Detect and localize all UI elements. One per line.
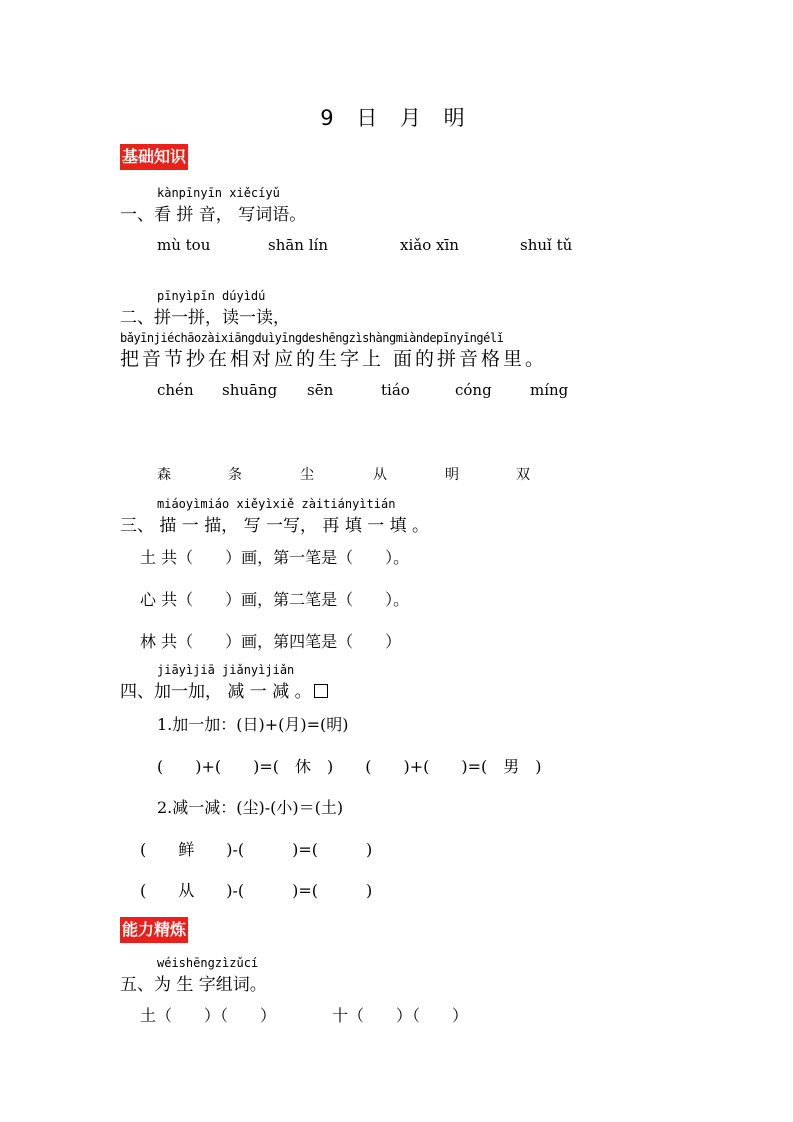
q5-line: 土（ ）（ ） 十（ ）（ ） [140,1006,469,1025]
q2-instruction: 把音节抄在相对应的生字上 面的拼音格里。 [120,348,548,370]
q2-char-3: 尘 [300,467,314,483]
q3-line-3: 林 共（ ）画，第四笔是（ ） [140,632,402,651]
q2-pinyin: pīnyìpīn dúyìdú [157,289,266,303]
q4-sub2: 2.减一减：(尘)-(小)＝(土) [157,798,344,817]
q5-pinyin: wéishēngzìzǔcí [157,956,259,970]
q2-heading: 二、拼一拼，读一读， [120,308,290,328]
page-title: 9 日 月 明 [320,106,473,130]
q2-char-2: 条 [228,467,242,483]
section-badge-basic: 基础知识 [120,144,188,170]
q2-char-6: 双 [516,467,530,483]
q1-item-2: shān lín [268,236,328,254]
q4-heading-wrap [120,677,328,702]
checkbox-icon [314,684,328,698]
q4-pinyin: jiāyìjiā jiǎnyìjiǎn [157,663,295,677]
q2-pinyin-3: sēn [307,381,334,399]
q1-heading: 一、看 拼 音， 写词语。 [120,205,307,225]
q3-pinyin: miáoyìmiáo xiěyìxiě zàitiányìtián [157,497,396,511]
q2-char-1: 森 [157,467,171,483]
q4-row2: ( 鲜 )-( )=( ) [140,840,373,859]
q2-pinyin-4: tiáo [381,381,410,399]
section-badge-ability: 能力精炼 [120,917,188,943]
q1-item-4: shuǐ tǔ [520,236,573,254]
q3-heading: 三、 描 一 描， 写 一写， 再 填 一 填 。 [120,516,430,536]
q1-pinyin: kànpīnyīn xiěcíyǔ [157,186,280,200]
q4-row1: ( )+( )=( 休 ) ( )+( )=( 男 ) [157,757,542,776]
q2-instruction-pinyin: bǎyīnjiéchāozàixiāngduìyīngdeshēngzìshàngmiàndepīnyīngélǐ [120,331,504,345]
q5-heading: 五、为 生 字组词。 [120,975,267,995]
q2-pinyin-5: cóng [455,381,492,399]
q3-line-1: 土 共（ ）画，第一笔是（ ）。 [140,548,410,567]
q1-item-3: xiǎo xīn [400,236,459,254]
q2-pinyin-1: chén [157,381,194,399]
q4-heading: 四、加一加， 减 一 减 。 [120,682,312,702]
q2-pinyin-6: míng [530,381,569,399]
q2-char-5: 明 [445,467,459,483]
q1-item-1: mù tou [157,236,211,254]
q2-pinyin-2: shuāng [222,381,278,399]
q4-row3: ( 从 )-( )=( ) [140,881,373,900]
q4-sub1: 1.加一加：(日)+(月)=(明) [157,715,349,734]
q2-char-4: 从 [373,467,387,483]
q3-line-2: 心 共（ ）画，第二笔是（ ）。 [140,590,410,609]
